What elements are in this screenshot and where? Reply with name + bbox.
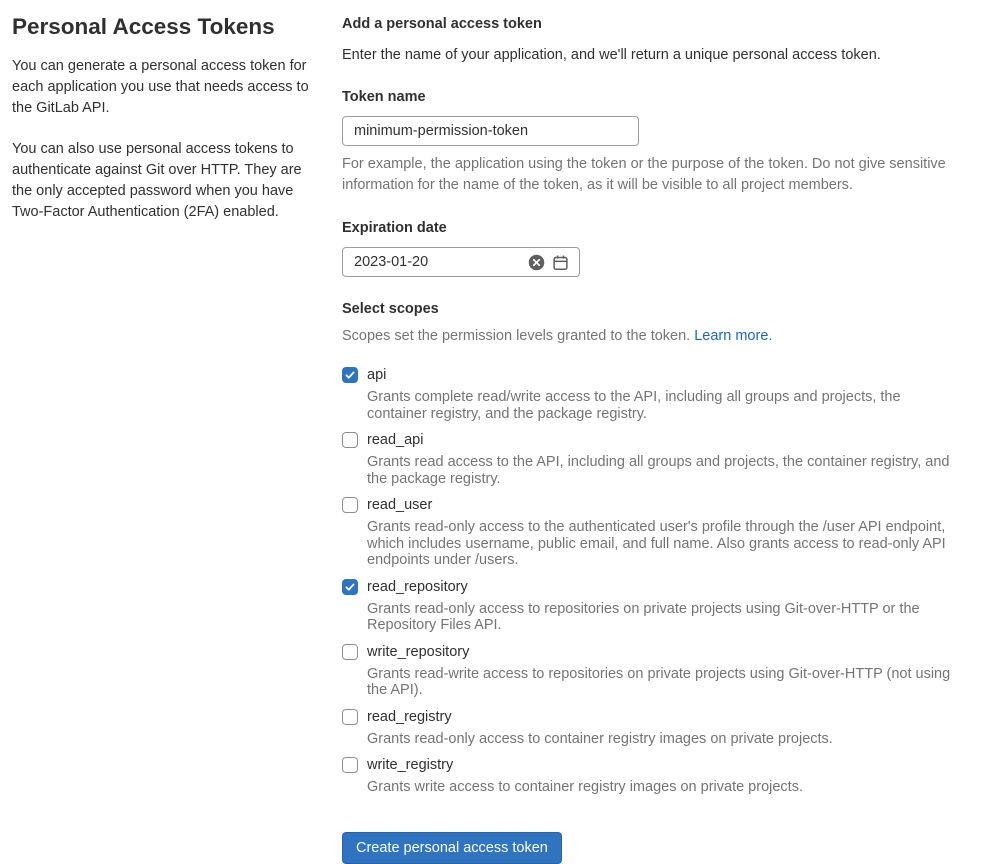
scope-checkbox-read_user[interactable] <box>342 497 358 513</box>
scope-head-api <box>342 365 964 385</box>
scope-row-read_repository <box>342 577 964 634</box>
scope-row-read_user <box>342 495 964 569</box>
scope-row-api <box>342 365 964 422</box>
token-name-label: Token name <box>342 89 426 105</box>
expiration-date-label: Expiration date <box>342 220 447 236</box>
learn-more-link[interactable]: Learn more. <box>694 328 773 344</box>
scope-row-write_repository <box>342 642 964 699</box>
scope-checkbox-read_api[interactable] <box>342 432 358 448</box>
scope-description-write_repository: Grants read-write access to repositories on private projects using Git-over-HTTP (not using the API). <box>367 665 951 698</box>
create-token-button[interactable]: Create personal access token <box>342 832 562 864</box>
scope-label-read_user: read_user <box>367 497 433 513</box>
scope-description-read_registry: Grants read-only access to container registry images on private projects. <box>367 730 833 747</box>
scope-description-read_repository: Grants read-only access to repositories on private projects using Git-over-HTTP or the Repository Files API. <box>367 600 920 633</box>
scope-description-api: Grants complete read/write access to the API, including all groups and projects, the container registry, and the package registry. <box>367 389 901 422</box>
scope-checkbox-write_repository[interactable] <box>342 644 358 660</box>
scope-checkbox-read_registry[interactable] <box>342 709 358 725</box>
scope-head-read_repository <box>342 577 964 597</box>
form-subheading: Enter the name of your application, and we'll return a unique personal access token. <box>342 47 881 63</box>
page-intro-column <box>12 12 315 864</box>
scope-description-read_api: Grants read access to the API, including all groups and projects, the container registry, and the package registry. <box>367 454 950 487</box>
scope-label-write_repository: write_repository <box>367 643 470 660</box>
scope-label-api: api <box>367 367 387 383</box>
scope-head-write_registry <box>342 755 964 775</box>
page-title: Personal Access Tokens <box>12 14 275 39</box>
page-description-2: You can also use personal access tokens to authenticate against Git over HTTP. They are the only accepted password when you have Two-Factor Authentication (2FA) enabled. <box>12 141 302 220</box>
scope-description-write_registry: Grants write access to container registry images on private projects. <box>367 779 803 795</box>
scope-label-read_api: read_api <box>367 432 424 448</box>
scope-row-read_api <box>342 430 964 487</box>
token-name-help: For example, the application using the token or the purpose of the token. Do not give sensitive information for the name of the token, as it will be visible to all project members. <box>342 156 946 193</box>
token-form <box>342 12 964 864</box>
scope-description-read_user: Grants read-only access to the authenticated user's profile through the /user API endpoint, which includes username, public email, and full name. Also grants access to read-only API endpoints under /users. <box>367 519 946 568</box>
scope-checkbox-read_repository[interactable] <box>342 579 358 595</box>
scope-label-read_registry: read_registry <box>367 708 452 725</box>
scopes-list <box>342 365 964 796</box>
scope-head-read_user <box>342 495 964 515</box>
scope-head-read_registry <box>342 707 964 727</box>
scope-label-read_repository: read_repository <box>367 578 468 595</box>
circle-x-icon[interactable] <box>528 254 545 271</box>
page-description-1: You can generate a personal access token for each application you use that needs access to the GitLab API. <box>12 58 309 116</box>
token-name-input[interactable] <box>342 116 639 146</box>
scope-head-read_api <box>342 430 964 450</box>
scope-checkbox-api[interactable] <box>342 367 358 383</box>
select-scopes-label: Select scopes <box>342 301 439 317</box>
scope-row-read_registry <box>342 707 964 748</box>
form-heading: Add a personal access token <box>342 16 542 32</box>
expiration-date-field <box>342 247 580 277</box>
scope-row-write_registry <box>342 755 964 796</box>
calendar-icon[interactable] <box>552 254 569 271</box>
scope-head-write_repository <box>342 642 964 662</box>
scope-label-write_registry: write_registry <box>367 757 454 773</box>
scope-checkbox-write_registry[interactable] <box>342 757 358 773</box>
scopes-help-text: Scopes set the permission levels granted to the token. <box>342 328 695 344</box>
select-scopes-help <box>342 326 964 346</box>
